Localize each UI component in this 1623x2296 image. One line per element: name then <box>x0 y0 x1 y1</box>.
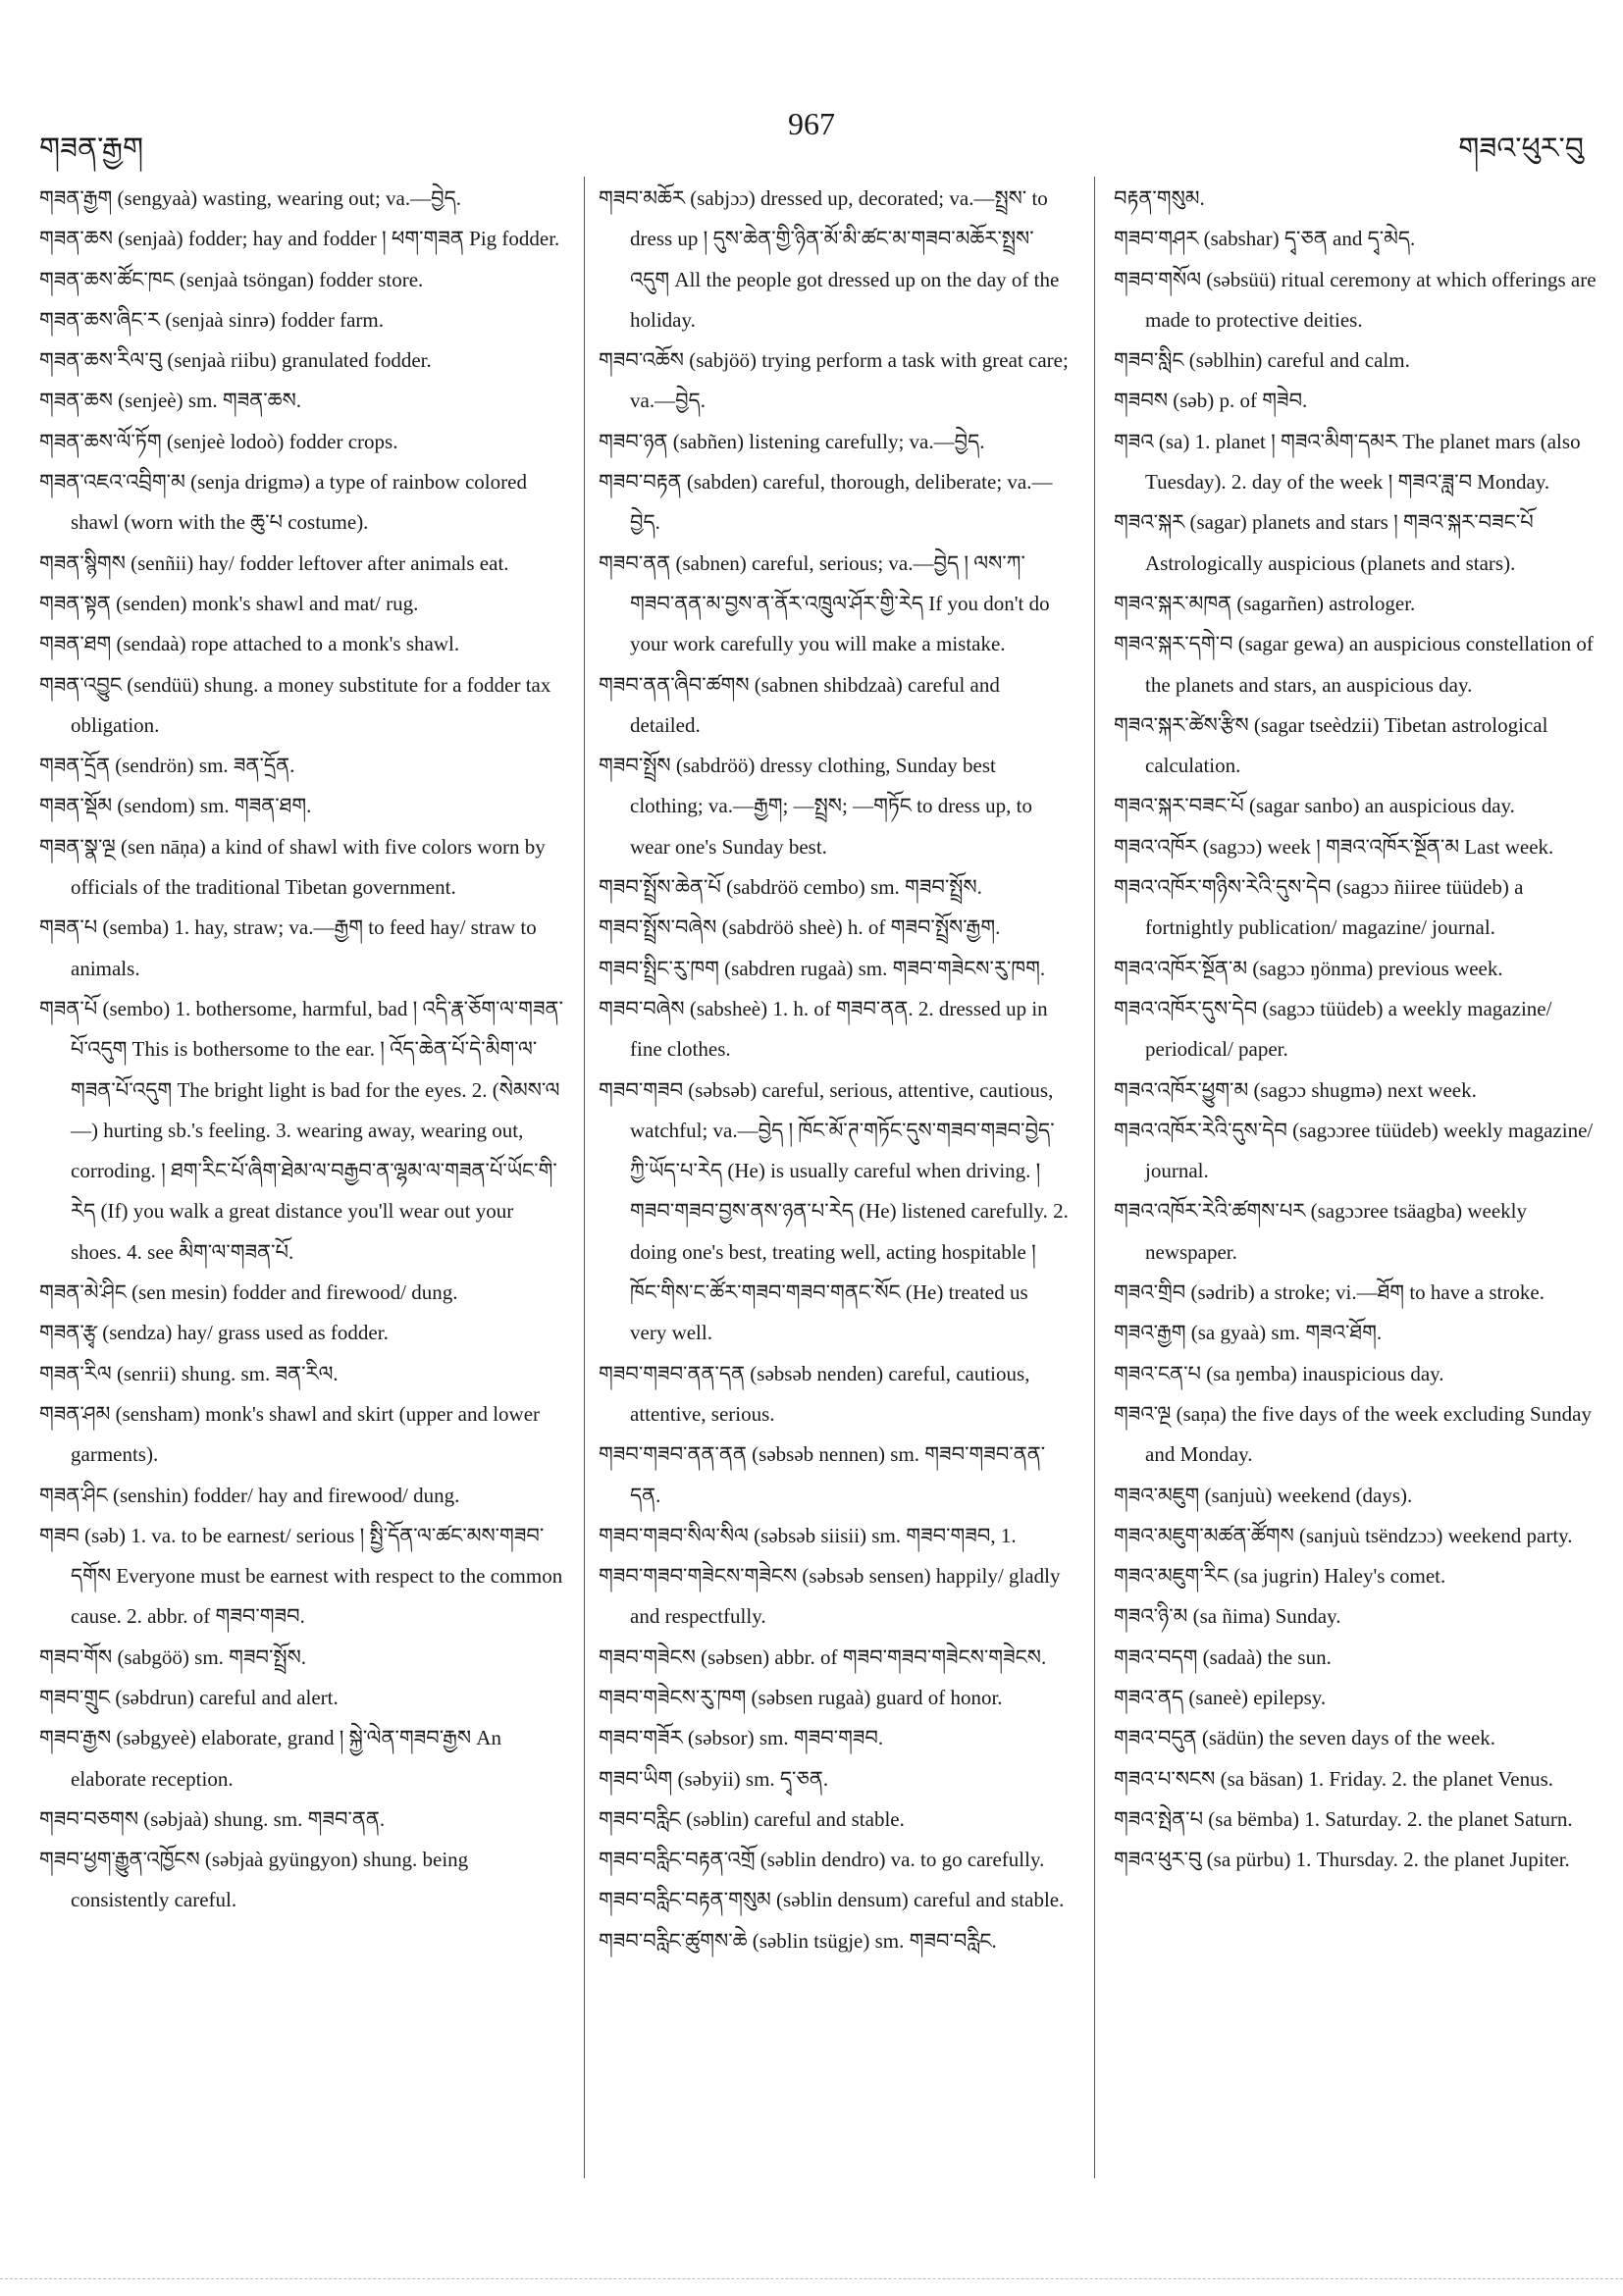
dictionary-entry: གཟན་འབྱུང (sendüü) shung. a money substitute for a fodder tax obligation. <box>39 672 551 737</box>
dictionary-entry: གཟབ་གོས (sabgöö) sm. གཟབ་སྤྲོས. <box>39 1644 307 1669</box>
dictionary-entry: གཟབ་བརླིང་ཚུགས་ཆེ (səblin tsügje) sm. གཟབ་བརླིང. <box>599 1928 997 1953</box>
dictionary-entry: གཟའ་འཁོར་སྔོན་མ (sagɔɔ ŋönma) previous week. <box>1114 956 1503 980</box>
dictionary-entry: གཟན་པ (semba) 1. hay, straw; va.—རྒྱག to feed hay/ straw to animals. <box>39 915 537 980</box>
dictionary-entry: གཟབ་གཟབ་ནན་ནན (səbsəb nennen) sm. གཟབ་གཟབ་ནན་དན. <box>599 1442 1046 1507</box>
dictionary-entry: གཟའ་སྤེན་པ (sa bëmba) 1. Saturday. 2. the planet Saturn. <box>1114 1806 1573 1831</box>
dictionary-entry: གཟབ་གཟབ་གཟེངས་གཟེངས (səbsəb sensen) happily/ gladly and respectfully. <box>599 1564 1061 1629</box>
dictionary-entry: གཟའ་ཉི་མ (sa ñima) Sunday. <box>1114 1604 1341 1629</box>
dictionary-entry: གཟབ་གཟབ་སིལ་སིལ (səbsəb siisii) sm. གཟབ་གཟབ, 1. <box>599 1523 1017 1547</box>
dictionary-entry: གཟབ (səb) 1. va. to be earnest/ serious ། སྤྱི་དོན་ལ་ཚང་མས་གཟབ་དགོས Everyone must be earnest with respect to the common cause. 2. abbr. of གཟབ་གཟབ. <box>39 1523 563 1629</box>
dictionary-entry: གཟབ་བཅགས (səbjaà) shung. sm. གཟབ་ནན. <box>39 1806 386 1831</box>
dictionary-entry: གཟའ་སྐར་མཁན (sagarñen) astrologer. <box>1114 591 1416 615</box>
dictionary-entry: གཟན་རྒྱག (sengyaà) wasting, wearing out; va.—བྱེད. <box>39 186 461 210</box>
dictionary-entry: གཟའ་སྐར་དགེ་བ (sagar gewa) an auspicious constellation of the planets and stars, an auspicious day. <box>1114 632 1594 697</box>
dictionary-entry: གཟན་རིལ (senrii) shung. sm. ཟན་རིལ. <box>39 1361 339 1385</box>
dictionary-entry: གཟབ་ཡིག (səbyii) sm. དྭ་ཅན. <box>599 1766 829 1791</box>
dictionary-entry: གཟབ་བརླིང (səblin) careful and stable. <box>599 1806 905 1831</box>
dictionary-entry: གཟན་འཇའ་འབྲིག་མ (senja drigmə) a type of rainbow colored shawl (worn with the ཆུ་པ costume). <box>39 470 527 535</box>
dictionary-entry: གཟབ་གྲུང (səbdrun) careful and alert. <box>39 1685 339 1709</box>
dictionary-entry: གཟའ་གྲིབ (sədrib) a stroke; vi.—ཐོག to have a stroke. <box>1114 1280 1544 1305</box>
dictionary-entry: གཟའ་བདག (sadaà) the sun. <box>1114 1644 1332 1669</box>
dictionary-entry: གཟབ་ཕྱག་རྒྱུན་འཁྱོངས (səbjaà gyüngyon) shung. being consistently careful. <box>39 1848 469 1912</box>
dictionary-entry: གཟབ་སྤྲོས (sabdröö) dressy clothing, Sunday best clothing; va.—རྒྱག; —སྤྲས; —གཏོང to dress up, to wear one's Sunday best. <box>599 754 1032 859</box>
dictionary-entry: གཟབ་གཟེངས་རུ་ཁག (səbsen rugaà) guard of honor. <box>599 1685 1003 1709</box>
dictionary-entry: གཟའ་སྐར (sagar) planets and stars ། གཟའ་སྐར་བཟང་པོ Astrologically auspicious (planets and stars). <box>1114 510 1534 575</box>
dictionary-entry: གཟབ་སྤྲོས་ཆེན་པོ (sabdröö cembo) sm. གཟབ་སྤྲོས. <box>599 875 982 900</box>
dictionary-entry: གཟན་སྣ་ལྔ (sen nāņa) a kind of shawl with five colors worn by officials of the traditional Tibetan government. <box>39 834 546 900</box>
dictionary-entry: གཟབ་གསོལ (səbsüü) ritual ceremony at which offerings are made to protective deities. <box>1114 267 1597 332</box>
dictionary-entry: གཟབ་གཟེངས (səbsen) abbr. of གཟབ་གཟབ་གཟེངས་གཟེངས. <box>599 1644 1047 1669</box>
page-number: 967 <box>788 106 835 141</box>
dictionary-entry: གཟའ་ནད (saneè) epilepsy. <box>1114 1685 1327 1709</box>
column-right <box>1114 179 1614 1880</box>
dictionary-entry: གཟབ་སྤྲིང་རུ་ཁག (sabdren rugaà) sm. གཟབ་གཟེངས་རུ་ཁག. <box>599 956 1046 980</box>
dictionary-entry: གཟའ་འཁོར་གཉིས་རེའི་དུས་དེབ (sagɔɔ ñiiree tüüdeb) a fortnightly publication/ magazine/ journal. <box>1114 875 1524 940</box>
column-left <box>39 179 569 1921</box>
dictionary-entry: གཟབ་གཤར (sabshar) དྭ་ཅན and དྭ་མེད. <box>1114 227 1416 251</box>
scan-edge-divider <box>0 2278 1623 2279</box>
dictionary-entry: གཟབ་རྒྱས (səbgyeè) elaborate, grand ། སྐྱེ་ལེན་གཟབ་རྒྱས An elaborate reception. <box>39 1726 501 1791</box>
dictionary-entry: གཟའ་ངན་པ (sa ŋemba) inauspicious day. <box>1114 1361 1444 1385</box>
dictionary-entry: གཟའ་མཇུག་མཚན་ཚོགས (sanjuù tsëndzɔɔ) weekend party. <box>1114 1523 1573 1547</box>
dictionary-entry: གཟབ་བརྟན (sabden) careful, thorough, deliberate; va.—བྱེད. <box>599 470 1053 535</box>
dictionary-entry: གཟབ་ཉན (sabñen) listening carefully; va.—བྱེད. <box>599 429 985 453</box>
dictionary-entry: གཟན་ཐག (sendaà) rope attached to a monk's shawl. <box>39 632 460 656</box>
dictionary-entry: གཟའ་ལྔ (saņa) the five days of the week excluding Sunday and Monday. <box>1114 1401 1592 1467</box>
dictionary-entry: གཟའ་འཁོར་དུས་དེབ (sagɔɔ tüüdeb) a weekly magazine/ periodical/ paper. <box>1114 996 1552 1062</box>
dictionary-entry: གཟན་རྩྭ (sendza) hay/ grass used as fodder. <box>39 1321 389 1345</box>
column-middle <box>599 179 1070 1961</box>
dictionary-entry: གཟན་ཆས (senjeè) sm. གཟན་ཆས. <box>39 389 302 413</box>
dictionary-entry: གཟབ་གཟོར (səbsor) sm. གཟབ་གཟབ. <box>599 1726 884 1750</box>
dictionary-entry: གཟའ་མཇུག་རིང (sa jugrin) Haley's comet. <box>1114 1564 1446 1589</box>
dictionary-entry: གཟན་ཆས་ལོ་ཏོག (senjeè lodoò) fodder crops. <box>39 429 398 453</box>
dictionary-entry: གཟབ་གཟབ (səbsəb) careful, serious, attentive, cautious, watchful; va.—བྱེད ། ཁོང་མོ་ཊ་གཏོང་དུས་གཟབ་གཟབ་བྱེད་ཀྱི་ཡོད་པ་རེད (He) is usually careful when driving. ། གཟབ་གཟབ་བྱས་ནས་ཉན་པ་རེད (He) listened carefully. 2. doing one's best, treating well, acting hospitable ། ཁོང་གིས་ང་ཚོར་གཟབ་གཟབ་གནང་སོང (He) treated us very well. <box>599 1077 1069 1345</box>
dictionary-entry: གཟབ་འཆོས (sabjöö) trying perform a task with great care; va.—བྱེད. <box>599 348 1069 413</box>
column-divider <box>584 177 585 2178</box>
dictionary-entry: གཟབ་བཞེས (sabsheè) 1. h. of གཟབ་ནན. 2. dressed up in fine clothes. <box>599 996 1048 1062</box>
dictionary-entry: གཟན་ཆས་ཞིང་ར (senjaà sinrə) fodder farm. <box>39 307 384 332</box>
dictionary-entry: གཟའ་འཁོར་རེའི་དུས་དེབ (sagɔɔree tüüdeb) weekly magazine/ journal. <box>1114 1118 1594 1183</box>
dictionary-entry: གཟན་ཆས་ཚོང་ཁང (senjaà tsöngan) fodder store. <box>39 267 424 291</box>
dictionary-entry: གཟབ་སྤྲོས་བཞེས (sabdröö sheè) h. of གཟབ་སྤྲོས་རྒྱག. <box>599 915 1001 940</box>
dictionary-entry: གཟའ (sa) 1. planet ། གཟའ་མིག་དམར The planet mars (also Tuesday). 2. day of the week ། གཟའ་ཟླ་བ Monday. <box>1114 429 1581 495</box>
dictionary-entry: གཟབ་བརླིང་བརྟན་འགྲོ (səblin dendro) va. to go carefully. <box>599 1848 1045 1872</box>
dictionary-entry: གཟན་ཤམ (sensham) monk's shawl and skirt (upper and lower garments). <box>39 1401 541 1467</box>
dictionary-entry: གཟབ་མཆོར (sabjɔɔ) dressed up, decorated; va.—སྤྲས་ to dress up ། དུས་ཆེན་གྱི་ཉིན་མོ་མི་ཚང་མ་གཟབ་མཆོར་སྤྲས་འདུག All the people got dressed up on the day of the holiday. <box>599 186 1060 332</box>
dictionary-entry: གཟན་སྡོམ (sendom) sm. གཟན་ཐག. <box>39 794 312 818</box>
running-header-left: གཟན་རྒྱག <box>39 132 144 165</box>
dictionary-entry: གཟའ་པ་སངས (sa bäsan) 1. Friday. 2. the planet Venus. <box>1114 1766 1554 1791</box>
running-header-right: གཟའ་ཕུར་བུ <box>1458 132 1584 165</box>
dictionary-entry: གཟན་ཆས (senjaà) fodder; hay and fodder ། ཕག་གཟན Pig fodder. <box>39 227 560 251</box>
dictionary-entry: གཟབས (səb) p. of གཟེབ. <box>1114 389 1308 413</box>
dictionary-entry: གཟའ་འཁོར་ཕྱུག་མ (sagɔɔ shugmə) next week. <box>1114 1077 1477 1102</box>
dictionary-entry: གཟབ་ནན (sabnen) careful, serious; va.—བྱེད ། ལས་ཀ་གཟབ་ནན་མ་བྱས་ན་ནོར་འཁྲུལ་ཤོར་གྱི་རེད If you don't do your work carefully you will make a mistake. <box>599 550 1050 656</box>
dictionary-entry: གཟན་ཆས་རིལ་བུ (senjaà riibu) granulated fodder. <box>39 348 432 373</box>
dictionary-entry: གཟན་སྟན (senden) monk's shawl and mat/ rug. <box>39 591 419 615</box>
dictionary-entry: གཟན་ཤིང (senshin) fodder/ hay and firewood/ dung. <box>39 1483 460 1507</box>
dictionary-entry: གཟའ་རྒྱག (sa gyaà) sm. གཟའ་ཐོག. <box>1114 1321 1383 1345</box>
dictionary-entry: གཟའ་འཁོར་རེའི་ཚགས་པར (sagɔɔree tsäagba) weekly newspaper. <box>1114 1199 1527 1264</box>
dictionary-entry: གཟབ་བརླིང་བརྟན་གསུམ (səblin densum) careful and stable. <box>599 1888 1065 1912</box>
dictionary-entry: གཟན་མེ་ཤིང (sen mesin) fodder and firewood/ dung. <box>39 1280 458 1305</box>
dictionary-entry: གཟབ་གཟབ་ནན་དན (səbsəb nenden) careful, cautious, attentive, serious. <box>599 1361 1030 1426</box>
dictionary-entry: གཟའ་སྐར་ཚེས་རྩིས (sagar tseèdzii) Tibetan astrological calculation. <box>1114 712 1548 778</box>
dictionary-entry: གཟའ་བདུན (sädün) the seven days of the week. <box>1114 1726 1496 1750</box>
dictionary-entry: གཟའ་ཕུར་བུ (sa pürbu) 1. Thursday. 2. the planet Jupiter. <box>1114 1848 1570 1872</box>
dictionary-entry: གཟན་སྙིགས (senñii) hay/ fodder leftover after animals eat. <box>39 550 509 575</box>
dictionary-entry: གཟབ་ནན་ཞིབ་ཚགས (sabnen shibdzaà) careful and detailed. <box>599 672 1000 737</box>
dictionary-entry: གཟབ་སླིང (səblhin) careful and calm. <box>1114 348 1410 373</box>
dictionary-entry: གཟའ་མཇུག (sanjuù) weekend (days). <box>1114 1483 1413 1507</box>
dictionary-entry: གཟའ་སྐར་བཟང་པོ (sagar sanbo) an auspicious day. <box>1114 794 1515 818</box>
dictionary-entry: གཟན་དྲོན (sendrön) sm. ཟན་དྲོན. <box>39 754 295 778</box>
dictionary-entry: གཟའ་འཁོར (sagɔɔ) week ། གཟའ་འཁོར་སྔོན་མ Last week. <box>1114 834 1554 859</box>
dictionary-entry: བརྟན་གསུམ. <box>1114 186 1205 210</box>
column-divider <box>1094 177 1095 2178</box>
dictionary-entry: གཟན་པོ (sembo) 1. bothersome, harmful, bad ། འདི་རྣ་ཅོག་ལ་གཟན་པོ་འདུག This is bothersome to the ear. ། འོད་ཆེན་པོ་དེ་མིག་ལ་གཟན་པོ་འདུག The bright light is bad for the eyes. 2. (སེམས་ལ —) hurting sb.'s feeling. 3. wearing away, wearing out, corroding. ། ཐག་རིང་པོ་ཞིག་ཐེམ་ལ་བརྒྱབ་ན་ལྷམ་ལ་གཟན་པོ་ཡོང་གི་རེད (If) you walk a great distance you'll wear out your shoes. 4. see མིག་ལ་གཟན་པོ. <box>39 996 563 1264</box>
